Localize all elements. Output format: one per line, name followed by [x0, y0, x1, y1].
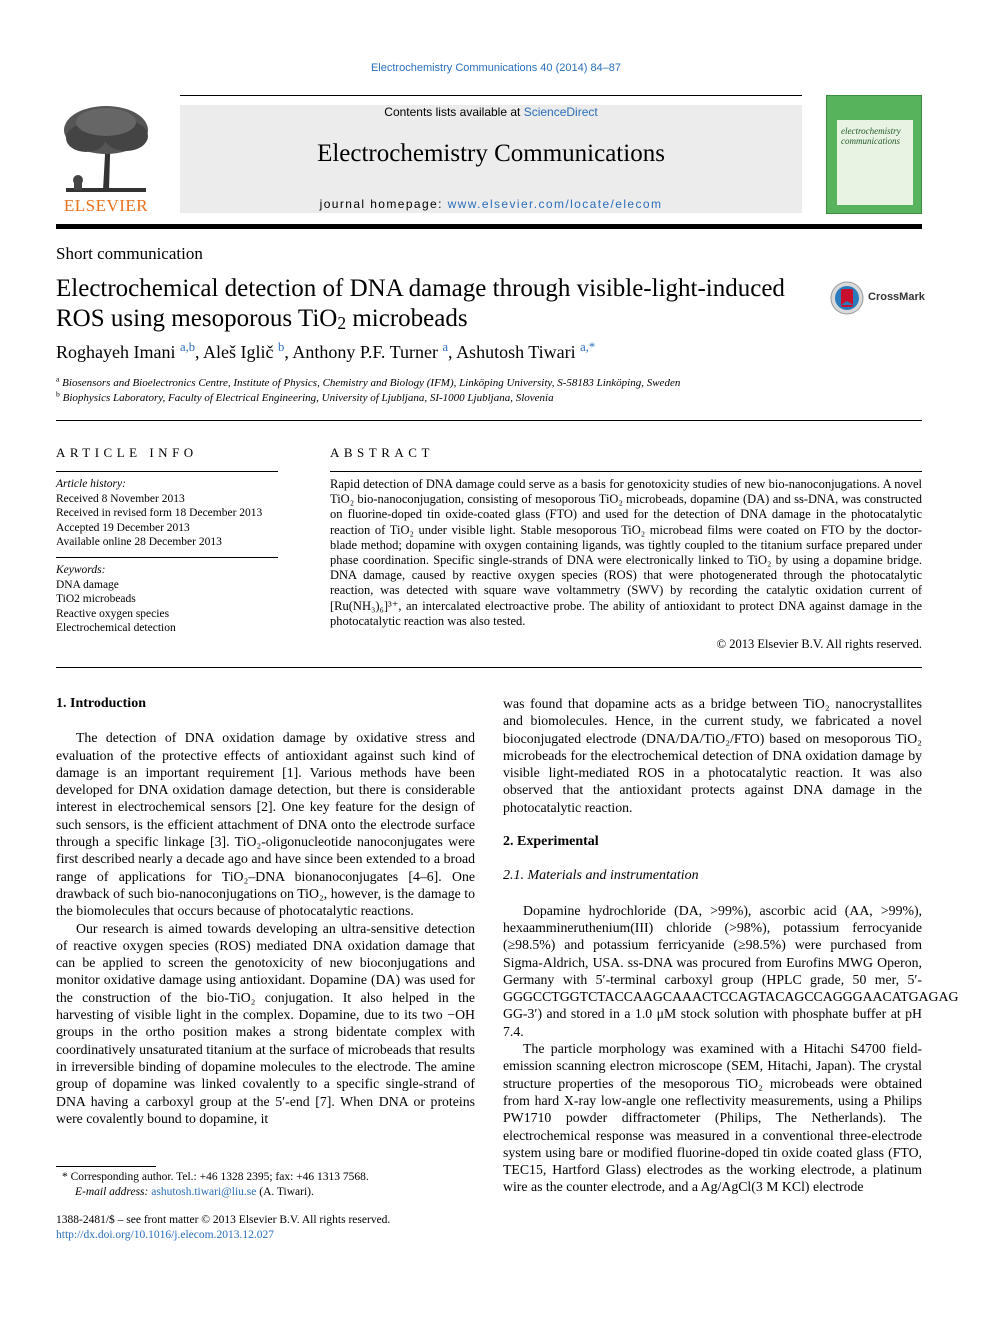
- journal-cover-image: [826, 95, 922, 214]
- header-top-rule: [180, 95, 802, 96]
- paragraph: The particle morphology was examined with a Hitachi S4700 field-emission scanning electron microscope (SEM, Hitachi, Japan). The crystal structure properties of the mesoporous TiO₂ microbeads were obtained from hard X-ray low-angle one reflectivity measurements, using a Philips PW1710 powder diffractometer (Philips, The Netherlands). The electrochemical response was measured in a conventional three-electrode system using bare or modified fluorine-doped tin oxide coated glass (FTO, TEC15, Hartford Glass) electrodes as the working electrode, a platinum wire as the counter electrode, and a Ag/AgCl(3 M KCl) electrode: [503, 1041, 922, 1195]
- author-list: Roghayeh Imani $^{a,b}$, Aleš Iglič $^b$, Anthony P.F. Turner $^a$, Ashutosh Tiwari $^{a,*}$: [56, 340, 596, 362]
- paragraph: Our research is aimed towards developing an ultra-sensitive detection of reactive oxygen species (ROS) mediated DNA oxidation damage that can be applied to screen the genotoxicity of new bioconjugations and monitor oxidative damage using antioxidant. Dopamine (DA) was used for the construction of the bio-TiO₂ conjugation. It also helped in the harvesting of visible light in the complex. Dopamine, due to its two −OH groups in the ortho position makes a strong bidentate complex with coordinatively unsaturated titanium at the surface of microbeads that results in irreversible binding of dopamine molecules to the electrode. The amine group of dopamine was linked covalently to a specific single-strand of DNA having a carboxyl group at the 5′-end [7]. When DNA or proteins were covalently bound to dopamine, it: [56, 920, 475, 1126]
- abstract-text: Rapid detection of DNA damage could serve as a basis for genotoxicity studies of new bio-nanoconjugations. A novel TiO₂ bio-nanoconjugation, consisting of mesoporous TiO₂ microbeads, dopamine (DA) and ss-DNA, was constructed on fluorine-doped tin oxide-coated glass (FTO) and used for the detection of DNA damage in the photocatalytic reaction of TiO₂ under visible light. Stable mesoporous TiO₂ microbead films were coated on FTO by the doctor-blade method; dopamine with oxygen containing ligands, was tightly coupled to the titanium surface prepared under phase coordination. Specific single-strands of DNA were electronically linked to TiO₂ by using a dopamine bridge. DNA damage, caused by reactive oxygen species (ROS) that were photogenerated through the photocatalytic reaction, was detected with square wave voltammetry (SWV) by recording the catalytic oxidation current of [Ru(NH₃)₆]³⁺, an intercalated electroactive probe. The ability of antioxidant to protect DNA against damage in the photocatalytic reaction was also tested.: [330, 477, 922, 628]
- crossmark-icon: [830, 281, 864, 315]
- keywords: Keywords: DNA damage TiO2 microbeads Reactive oxygen species Electrochemical detection: [56, 564, 176, 634]
- author[interactable]: Anthony P.F. Turner $^a$: [292, 340, 449, 362]
- contents-prefix: Contents lists available at: [384, 105, 524, 119]
- issn-line: 1388-2481/$ – see front matter © 2013 Elsevier B.V. All rights reserved.: [56, 1214, 391, 1226]
- author[interactable]: Roghayeh Imani $^{a,b}$: [56, 340, 196, 362]
- divider: [56, 667, 922, 668]
- crossmark-label: CrossMark: [868, 291, 925, 303]
- paragraph: Dopamine hydrochloride (DA, >99%), ascorbic acid (AA, >99%), hexaammineruthenium(III) chloride (>98%), potassium ferrocyanide (≥98.5%) and potassium ferricyanide (≥98.5%) were purchased from Sigma-Aldrich, USA. ss-DNA was procured from Eurofins MWG Operon, Germany with 5′-terminal carboxyl group (HPLC grade, 50 mer, 5′-GGGCCTGGTCTACCAAGCAAACTCCAGTACAGCCAGGGAACATGAGAG GG-3′) and stored in a 1.0 μM stock solution with phosphate buffer at pH 7.4.: [503, 902, 959, 1039]
- paragraph: The detection of DNA oxidation damage by oxidative stress and evaluation of the protective effects of antioxidant against such kind of damage is an important requirement [1]. Various methods have been developed for DNA oxidation damage detection, but there is considerable interest in electrochemical sensors [2]. One key feature for the design of such sensors, is the efficient attachment of DNA onto the electrode surface through a specific linkage [3]. TiO₂-oligonucleotide nanoconjugates were first described nearly a decade ago and have since been extended to a broad range of applications for TiO₂–DNA bionanoconjugates [4–6]. One drawback of such bio-nanoconjugations on TiO₂, however, is the damage to the biomolecules that occurs because of photocatalytic reactions.: [56, 730, 475, 919]
- abstract-heading: ABSTRACT: [330, 445, 434, 460]
- journal-title: Electrochemistry Communications: [317, 140, 665, 167]
- divider: [330, 471, 922, 472]
- email-link[interactable]: ashutosh.tiwari@liu.se: [151, 1186, 257, 1198]
- article-title: Electrochemical detection of DNA damage through visible-light-induced ROS using mesoporous TiO$_2$ microbeads: [56, 275, 785, 333]
- elsevier-wordmark: ELSEVIER: [63, 196, 149, 215]
- doi-link[interactable]: http://dx.doi.org/10.1016/j.elecom.2013.12.027: [56, 1229, 274, 1241]
- author[interactable]: Ashutosh Tiwari $^{a,*}$: [456, 340, 596, 362]
- paragraph: was found that dopamine acts as a bridge between TiO₂ nanocrystallites and biomolecules. Hence, in the current study, we fabricated a novel bioconjugated electrode (DNA/DA/TiO₂/FTO) based on mesoporous TiO₂ microbeads for the electrochemical detection of DNA oxidation damage by visible light-mediated ROS in a photocatalytic reaction. It was also observed that the antioxidant protects against DNA damage in the photocatalytic reaction.: [503, 696, 922, 815]
- right-column: [503, 695, 959, 1196]
- subsection-heading: 2.1. Materials and instrumentation: [503, 868, 699, 884]
- divider: [56, 557, 278, 558]
- sciencedirect-link[interactable]: ScienceDirect: [523, 105, 598, 119]
- article-type: Short communication: [56, 244, 203, 263]
- corresponding-author-note: * Corresponding author. Tel.: +46 1328 2395; fax: +46 1313 7568. E-mail address: ashutosh.tiwari@liu.se (A. Tiwari).: [62, 1171, 369, 1198]
- homepage-link[interactable]: www.elsevier.com/locate/elecom: [447, 197, 663, 211]
- affiliation: $^a$ Biosensors and Bioelectronics Centre, Institute of Physics, Chemistry and Biology (IFM), Linköping University, S-58183 Linköping, Sweden: [56, 374, 681, 389]
- footnote-rule: [56, 1166, 156, 1167]
- homepage-prefix: journal homepage:: [319, 197, 448, 211]
- elsevier-logo: [56, 100, 156, 214]
- cover-title: electrochemistry communications: [841, 126, 901, 146]
- journal-homepage: [180, 197, 802, 211]
- divider: [56, 420, 922, 421]
- copyright: © 2013 Elsevier B.V. All rights reserved.: [716, 637, 922, 651]
- affiliation: $^b$ Biophysics Laboratory, Faculty of Electrical Engineering, University of Ljubljana, SI-1000 Ljubljana, Slovenia: [56, 389, 554, 404]
- author[interactable]: Aleš Iglič $^b$: [203, 340, 285, 362]
- crossmark-badge[interactable]: [830, 281, 930, 315]
- contents-line: [180, 105, 802, 119]
- divider: [56, 471, 278, 472]
- left-column: [56, 695, 475, 1127]
- article-info-heading: ARTICLE INFO: [56, 445, 198, 460]
- journal-reference[interactable]: Electrochemistry Communications 40 (2014) 84–87: [370, 62, 622, 74]
- section-heading: 2. Experimental: [503, 834, 599, 850]
- section-heading: 1. Introduction: [56, 696, 146, 711]
- article-history: Article history: Received 8 November 2013 Received in revised form 18 December 2013 Accepted 19 December 2013 Available online 28 December 2013: [56, 478, 263, 548]
- header-thick-rule: [56, 224, 922, 229]
